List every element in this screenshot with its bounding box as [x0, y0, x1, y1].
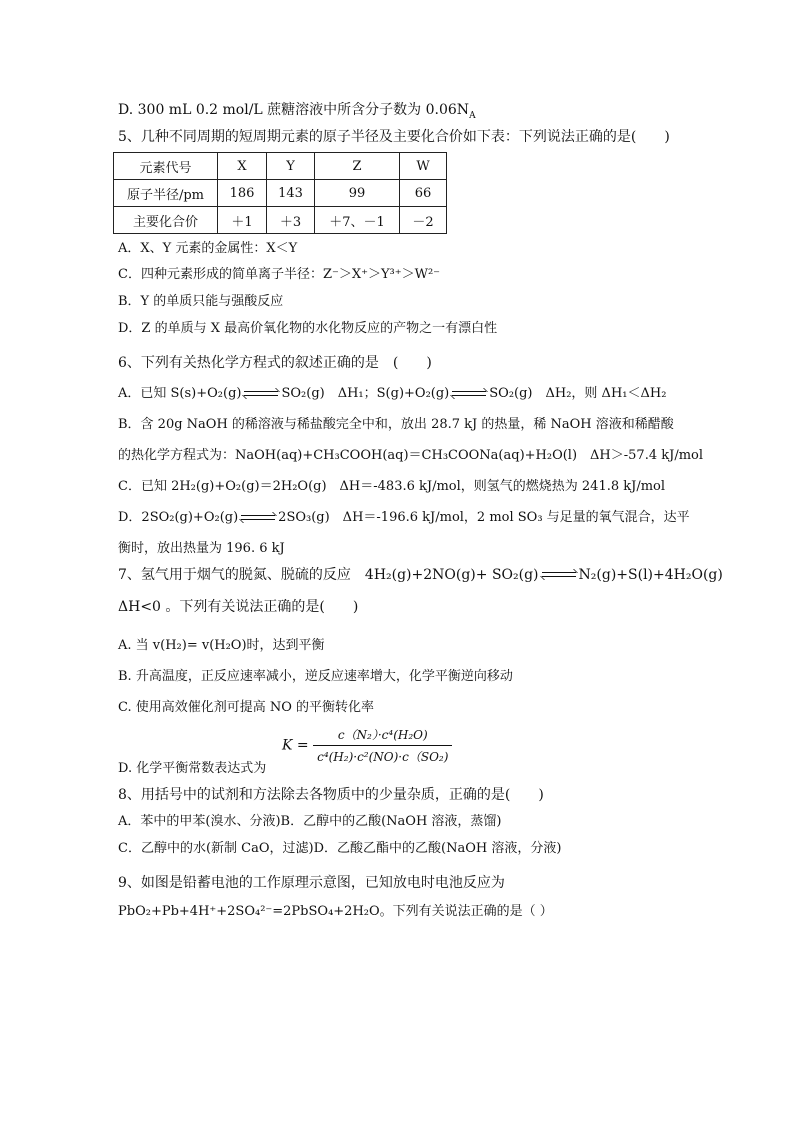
q8-options-ab: A．苯中的甲苯(溴水、分液)B．乙醇中的乙酸(NaOH 溶液，蒸馏) — [118, 814, 502, 829]
table-header-cell: W — [400, 153, 447, 180]
table-cell: －2 — [400, 207, 447, 234]
table-cell: 99 — [315, 180, 400, 207]
k-fraction — [313, 726, 452, 765]
q6-option-c: C．已知 2H₂(g)+O₂(g)＝2H₂O(g) ΔH＝-483.6 kJ/mol，则氢气的燃烧热为 241.8 kJ/mol — [118, 479, 666, 494]
q7-option-d: D. 化学平衡常数表达式为 — [118, 761, 267, 776]
q9-equation: PbO₂+Pb+4H⁺+2SO₄²⁻=2PbSO₄+2H₂O。下列有关说法正确的是（ ） — [118, 904, 553, 919]
k-lhs: K = — [282, 737, 309, 754]
equilibrium-constant-expression — [282, 726, 452, 765]
table-cell: ＋7、－1 — [315, 207, 400, 234]
equilibrium-arrow-icon — [244, 390, 278, 398]
q7-stem-line2: ΔH<0 。下列有关说法正确的是( ) — [118, 599, 359, 615]
q7-option-c: C. 使用高效催化剂可提高 NO 的平衡转化率 — [118, 700, 375, 715]
q6-stem: 6、下列有关热化学方程式的叙述正确的是 ( ) — [118, 355, 432, 371]
q5-option-c: C．四种元素形成的简单离子半径：Z⁻＞X⁺＞Y³⁺＞W²⁻ — [118, 267, 441, 282]
q5-option-b: B．Y 的单质只能与强酸反应 — [118, 294, 284, 309]
q5-option-d: D．Z 的单质与 X 最高价氧化物的水化物反应的产物之一有漂白性 — [118, 321, 498, 336]
table-cell: 主要化合价 — [114, 207, 218, 234]
q5-stem: 5、几种不同周期的短周期元素的原子半径及主要化合价如下表：下列说法正确的是( ) — [118, 129, 670, 145]
table-row — [114, 180, 447, 207]
equilibrium-arrow-icon — [542, 571, 576, 579]
equilibrium-arrow-icon — [241, 514, 275, 522]
q6-option-b-line2: 的热化学方程式为：NaOH(aq)+CH₃COOH(aq)＝CH₃COONa(aq)+H₂O(l) ΔH＞-57.4 kJ/mol — [118, 448, 704, 463]
table-header-row — [114, 153, 447, 180]
q6-option-b-line1: B．含 20g NaOH 的稀溶液与稀盐酸完全中和，放出 28.7 kJ 的热量，稀 NaOH 溶液和稀醋酸 — [118, 417, 674, 432]
element-table — [113, 152, 447, 234]
k-denominator: c⁴(H₂)·c²(NO)·c（SO₂) — [317, 750, 449, 764]
q6-option-d-line1: D．2SO₂(g)+O₂(g) 2SO₃(g) ΔH＝-196.6 kJ/mol，2 mol SO₃ 与足量的氧气混合，达平 — [118, 510, 690, 525]
table-row — [114, 207, 447, 234]
q9-stem: 9、如图是铅蓄电池的工作原理示意图，已知放电时电池反应为 — [118, 875, 505, 891]
q8-options-cd: C．乙醇中的水(新制 CaO，过滤)D．乙酸乙酯中的乙酸(NaOH 溶液，分液) — [118, 841, 562, 856]
table-header-cell: Y — [267, 153, 315, 180]
table-cell: 原子半径/pm — [114, 180, 218, 207]
table-cell: ＋1 — [218, 207, 267, 234]
q8-stem: 8、用括号中的试剂和方法除去各物质中的少量杂质，正确的是( ) — [118, 787, 544, 803]
table-header-cell: X — [218, 153, 267, 180]
table-header-cell: 元素代号 — [114, 153, 218, 180]
equilibrium-arrow-icon — [452, 390, 486, 398]
q6-option-a: A．已知 S(s)+O₂(g) SO₂(g) ΔH₁；S(g)+O₂(g) SO₂(g) ΔH₂，则 ΔH₁＜ΔH₂ — [118, 386, 667, 401]
table-cell: ＋3 — [267, 207, 315, 234]
q7-option-a: A. 当 v(H₂)= v(H₂O)时，达到平衡 — [118, 638, 325, 653]
q7-stem-line1: 7、氢气用于烟气的脱氮、脱硫的反应 4H₂(g)+2NO(g)+ SO₂(g) N₂(g)+S(l)+4H₂O(g) — [118, 567, 723, 583]
k-numerator: c（N₂）·c⁴(H₂O) — [313, 726, 452, 746]
q7-option-b: B. 升高温度，正反应速率减小，逆反应速率增大，化学平衡逆向移动 — [118, 669, 513, 684]
q6-option-d-line2: 衡时，放出热量为 196. 6 kJ — [118, 541, 285, 556]
table-cell: 186 — [218, 180, 267, 207]
table-cell: 66 — [400, 180, 447, 207]
table-cell: 143 — [267, 180, 315, 207]
table-header-cell: Z — [315, 153, 400, 180]
q4-option-d: D. 300 mL 0.2 mol/L 蔗糖溶液中所含分子数为 $0.06N_A$ — [118, 102, 476, 121]
q5-option-a: A．X、Y 元素的金属性：X＜Y — [118, 241, 298, 256]
